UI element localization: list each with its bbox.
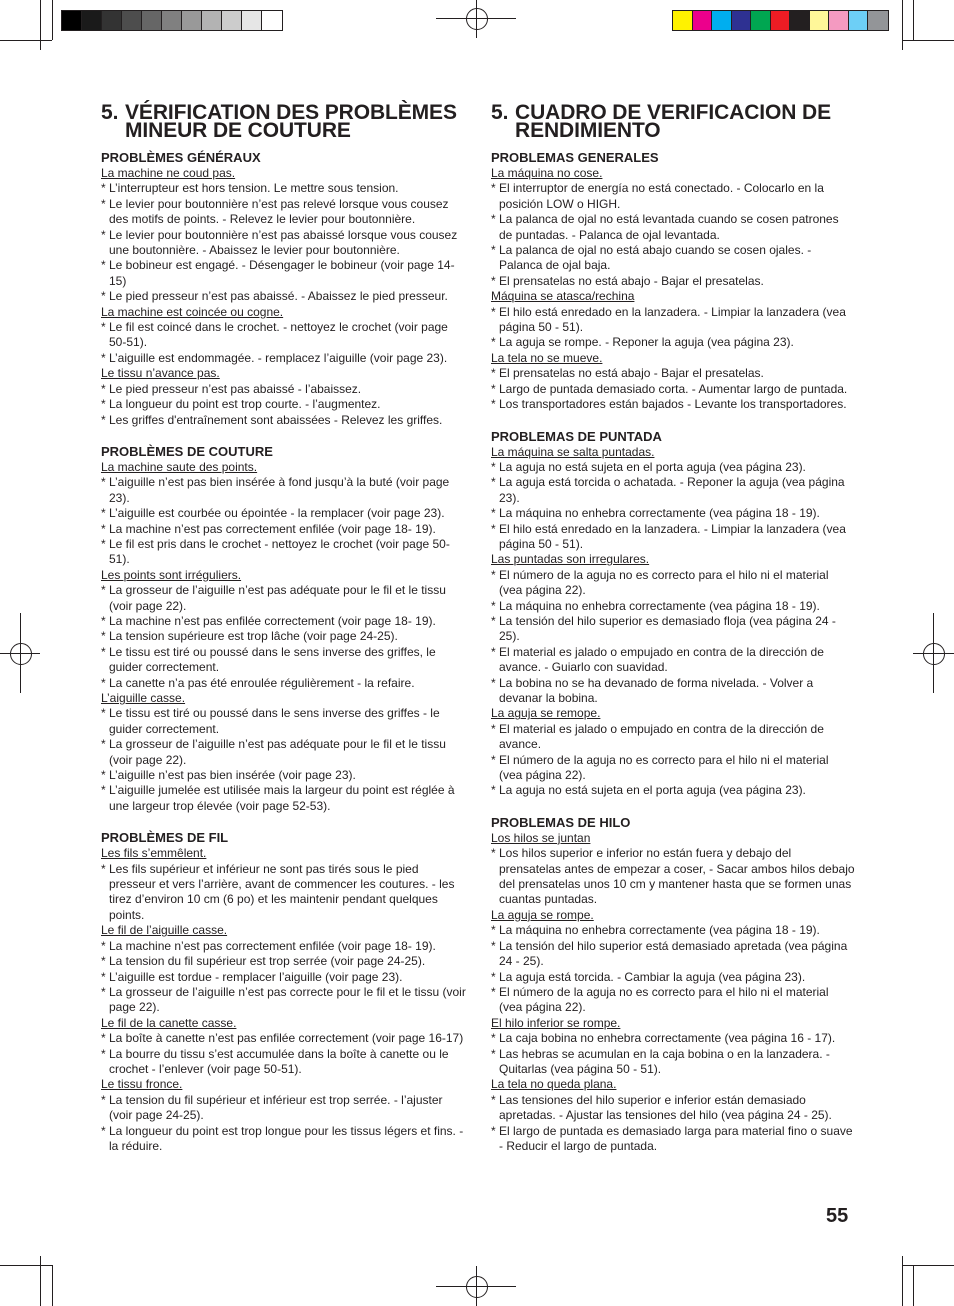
crop-mark xyxy=(40,1256,41,1306)
solution-item: * La aguja está torcida. - Cambiar la aguja (vea página 23). xyxy=(491,969,806,984)
section-heading: PROBLEMAS DE PUNTADA xyxy=(491,428,662,444)
problem-symptom: La máquina no cose. xyxy=(491,166,603,180)
color-swatch xyxy=(810,11,830,30)
title-line-2: MINEUR DE COUTURE xyxy=(125,119,351,142)
solution-item: * L’aiguille est tordue - remplacer l’aiguille (voir page 23). xyxy=(101,969,403,984)
solution-item: * Largo de puntada demasiado corta. - Aumentar largo de puntada. xyxy=(491,381,848,396)
solution-item: * La máquina no enhebra correctamente (vea página 18 - 19). xyxy=(491,923,820,938)
registration-mark-icon xyxy=(10,643,32,665)
registration-line xyxy=(0,653,40,654)
solution-item: * Las tensiones del hilo superior e inferior están demasiado apretadas. - Ajustar las tensiones del hilo (vea página 24 - 25). xyxy=(491,1092,832,1123)
solution-item: * Le tissu est tiré ou poussé dans le sens inverse des griffes - le guider correctement. xyxy=(101,706,440,736)
solution-item: * Le levier pour boutonnière n’est pas relevé lorsque vous cousez des motifs de points. - Relevez le levier pour boutonnière. xyxy=(101,196,449,227)
solution-item: * El hilo está enredado en la lanzadera. - Limpiar la lanzadera (vea página 50 - 51). xyxy=(491,521,846,551)
crop-mark xyxy=(52,1265,53,1306)
crop-mark xyxy=(913,0,914,40)
title-line-2: RENDIMIENTO xyxy=(515,119,661,142)
title-number: 5. xyxy=(491,101,509,124)
page-number: 55 xyxy=(826,1205,849,1227)
title-line-1: CUADRO DE VERIFICACION DE xyxy=(515,101,832,124)
crop-mark xyxy=(913,1265,914,1306)
spanish-title xyxy=(491,101,855,142)
color-swatch xyxy=(142,11,162,30)
solution-item: * La grosseur de l’aiguille n’est pas correcte pour le fil et le tissu (voir page 22). xyxy=(101,984,466,1015)
solution-item: * La canette n’a pas été enroulée régulièrement - la refaire. xyxy=(101,675,415,690)
color-swatch xyxy=(829,11,849,30)
solution-item: * La aguja se rompe. - Reponer la aguja (vea página 23). xyxy=(491,335,794,350)
color-swatch xyxy=(82,11,102,30)
crop-mark xyxy=(52,0,53,40)
solution-item: * Los hilos superior e inferior no están fuera y debajo del prensatelas antes de empezar a coser, - Sacar ambos hilos debajo del prensatelas unos 10 cm y mantener hasta que se formen unas cuantas puntadas. xyxy=(491,846,855,907)
problem-symptom: Los hilos se juntan xyxy=(491,830,591,845)
registration-line xyxy=(436,18,516,19)
color-swatch xyxy=(751,11,771,30)
solution-item: * El largo de puntada es demasiado larga para material fino o suave - Reducir el largo de puntada. xyxy=(491,1123,853,1153)
solution-item: * La aguja no está sujeta en el porta aguja (vea página 23). xyxy=(491,783,806,798)
section-heading: PROBLÈMES GÉNÉRAUX xyxy=(101,150,261,165)
section-heading: PROBLÈMES DE FIL xyxy=(101,830,229,846)
solution-item: * La caja bobina no enhebra correctamente (vea página 16 - 17). xyxy=(491,1031,836,1046)
solution-item: * La aguja está torcida o achatada. - Reponer la aguja (vea página 23). xyxy=(491,475,845,505)
problem-symptom: Le tissu n’avance pas. xyxy=(101,366,220,381)
solution-item: * Le pied presseur n’est pas abaissé. - Abaissez le pied presseur. xyxy=(101,289,448,304)
solution-item: * La tensión del hilo superior es demasiado floja (vea página 24 - 25). xyxy=(491,613,836,644)
solution-item: * La grosseur de l’aiguille n’est pas adéquate pour le fil et le tissu (voir page 22). xyxy=(101,737,446,767)
problem-section xyxy=(101,444,467,814)
section-heading: PROBLEMAS GENERALES xyxy=(491,150,659,165)
registration-line xyxy=(476,0,477,38)
color-swatch xyxy=(732,11,752,30)
title-number: 5. xyxy=(101,101,119,124)
solution-item: * La tension du fil supérieur est trop serrée (voir page 24-25). xyxy=(101,954,426,969)
solution-item: * L’aiguille est endommagée. - remplacez l’aiguille (voir page 23). xyxy=(101,350,448,365)
problem-symptom: El hilo inferior se rompe. xyxy=(491,1015,621,1030)
problem-symptom: La machine saute des points. xyxy=(101,459,258,474)
color-swatch xyxy=(771,11,791,30)
solution-item: * La longueur du point est trop courte. - l’augmentez. xyxy=(101,397,381,412)
spanish-column xyxy=(491,101,855,1160)
registration-mark-icon xyxy=(466,1276,488,1298)
problem-symptom: La machine ne coud pas. xyxy=(101,166,236,180)
problem-symptom: Le fil de la canette casse. xyxy=(101,1015,237,1030)
problem-symptom: La aguja se remope. xyxy=(491,706,601,721)
solution-item: * La máquina no enhebra correctamente (vea página 18 - 19). xyxy=(491,598,820,613)
solution-item: * La boîte à canette n’est pas enfilée correctement (voir page 16-17) xyxy=(101,1031,464,1046)
solution-item: * La aguja no está sujeta en el porta aguja (vea página 23). xyxy=(491,459,806,474)
solution-item: * La grosseur de l’aiguille n’est pas adéquate pour le fil et le tissu (voir page 22). xyxy=(101,583,446,613)
color-swatch xyxy=(122,11,142,30)
solution-item: * L’aiguille est courbée ou épointée - la remplacer (voir page 23). xyxy=(101,506,445,521)
problem-section xyxy=(491,150,855,413)
solution-item: * La máquina no enhebra correctamente (vea página 18 - 19). xyxy=(491,506,820,521)
french-title xyxy=(101,101,467,142)
color-swatch xyxy=(102,11,122,30)
solution-item: * L’aiguille n’est pas bien insérée (voir page 23). xyxy=(101,768,356,783)
registration-line xyxy=(913,653,954,654)
solution-item: * Les fils supérieur et inférieur ne sont pas tirés sous le pied presseur et vers l’arrière, avant de commencer les coutures. - les tirez d’environ 10 cm (6 po) et les maintenir pendant quelques points. xyxy=(101,861,455,922)
registration-mark-icon xyxy=(466,8,488,30)
solution-item: * El número de la aguja no es correcto para el hilo ni el material (vea página 22). xyxy=(491,567,829,598)
problem-symptom: Le tissu fronce. xyxy=(101,1077,183,1092)
solution-item: * L’interrupteur est hors tension. Le mettre sous tension. xyxy=(101,181,399,196)
section-heading: PROBLÈMES DE COUTURE xyxy=(101,443,273,459)
solution-item: * Les griffes d'entraînement sont abaissées - Relevez les griffes. xyxy=(101,412,443,427)
problem-symptom: Les points sont irréguliers. xyxy=(101,567,242,582)
solution-item: * El material es jalado o empujado en contra de la dirección de avance. xyxy=(491,721,824,752)
solution-item: * L’aiguille n’est pas bien insérée à fond jusqu’à la buté (voir page 23). xyxy=(101,475,450,505)
solution-item: * Las hebras se acumulan en la caja bobina o en la lanzadera. - Quitarlas (vea página 50 - 51). xyxy=(491,1046,830,1076)
color-swatch xyxy=(712,11,732,30)
solution-item: * Le fil est pris dans le crochet - nettoyez le crochet (voir page 50-51). xyxy=(101,536,450,567)
solution-item: * El prensatelas no está abajo - Bajar el presatelas. xyxy=(491,366,764,381)
crop-mark xyxy=(902,0,903,50)
solution-item: * El material es jalado o empujado en contra de la dirección de avance. - Guiarlo con suavidad. xyxy=(491,644,824,675)
solution-item: * El número de la aguja no es correcto para el hilo ni el material (vea página 22). xyxy=(491,752,829,783)
problem-symptom: Les fils s’emmêlent. xyxy=(101,846,207,861)
solution-item: * La palanca de ojal no está levantada cuando se cosen patrones de puntadas. - Palanca de ojal levantada. xyxy=(491,212,839,242)
problem-section xyxy=(491,429,855,799)
problem-symptom: La aguja se rompe. xyxy=(491,907,594,922)
problem-section xyxy=(491,815,855,1155)
color-swatch xyxy=(673,11,693,30)
solution-item: * Le bobineur est engagé. - Désengager le bobineur (voir page 14-15) xyxy=(101,258,455,288)
color-swatch xyxy=(790,11,810,30)
problem-section xyxy=(101,830,467,1154)
solution-item: * El hilo está enredado en la lanzadera. - Limpiar la lanzadera (vea página 50 - 51). xyxy=(491,304,846,335)
solution-item: * La machine n’est pas correctement enfilée (voir page 18- 19). xyxy=(101,938,436,953)
solution-item: * El prensatelas no está abajo - Bajar el presatelas. xyxy=(491,273,764,288)
problem-symptom: La tela no se mueve. xyxy=(491,350,603,365)
section-heading: PROBLEMAS DE HILO xyxy=(491,814,631,830)
color-swatch xyxy=(868,11,888,30)
color-swatch xyxy=(62,11,82,30)
french-sections xyxy=(101,150,467,1154)
crop-mark xyxy=(0,40,52,41)
problem-symptom: La tela no queda plana. xyxy=(491,1077,617,1092)
solution-item: * La longueur du point est trop longue pour les tissus légers et fins. - la réduire. xyxy=(101,1123,464,1153)
problem-symptom: La máquina se salta puntadas. xyxy=(491,444,655,459)
solution-item: * El número de la aguja no es correcto para el hilo ni el material (vea página 22). xyxy=(491,984,829,1015)
registration-line xyxy=(436,1286,516,1287)
solution-item: * El interruptor de energía no está conectado. - Colocarlo en la posición LOW o HIGH. xyxy=(491,181,824,211)
registration-mark-icon xyxy=(923,643,945,665)
problem-symptom: La machine est coincée ou cogne. xyxy=(101,304,284,319)
solution-item: * La machine n’est pas enfilée correctement (voir page 18- 19). xyxy=(101,613,436,628)
problem-section xyxy=(101,150,467,428)
solution-item: * Le tissu est tiré ou poussé dans le sens inverse des griffes, le guider correctement. xyxy=(101,644,436,675)
color-swatch xyxy=(202,11,222,30)
problem-symptom: Le fil de l’aiguille casse. xyxy=(101,923,228,938)
title-line-1: VÉRIFICATION DES PROBLÈMES xyxy=(125,101,457,124)
problem-symptom: L’aiguille casse. xyxy=(101,691,186,705)
crop-mark xyxy=(902,1265,954,1266)
color-swatch xyxy=(242,11,262,30)
color-swatch xyxy=(693,11,713,30)
french-column xyxy=(101,101,467,1160)
crop-mark xyxy=(0,1265,52,1266)
solution-item: * La tensión del hilo superior está demasiado apretada (vea página 24 - 25). xyxy=(491,938,848,969)
color-swatch xyxy=(222,11,242,30)
solution-item: * La tension supérieure est trop lâche (voir page 24-25). xyxy=(101,629,398,644)
solution-item: * Le levier pour boutonnière n’est pas abaissé lorsque vous cousez une boutonnière. - Abaissez le levier pour boutonnière. xyxy=(101,227,458,258)
solution-item: * Los transportadores están bajados - Levante los transportadores. xyxy=(491,397,847,412)
problem-symptom: Máquina se atasca/rechina xyxy=(491,289,635,304)
color-swatch xyxy=(849,11,869,30)
solution-item: * La bourre du tissu s’est accumulée dans la boîte à canette ou le crochet - l’enlever (voir page 50-51). xyxy=(101,1046,449,1076)
color-swatch xyxy=(182,11,202,30)
solution-item: * Le pied presseur n’est pas abaissé - l’abaissez. xyxy=(101,381,362,396)
solution-item: * L’aiguille jumelée est utilisée mais la largeur du point est réglée à une largeur trop élevée (voir page 52-53). xyxy=(101,783,455,813)
spanish-sections xyxy=(491,150,855,1154)
crop-mark xyxy=(40,0,41,50)
crop-mark xyxy=(902,1256,903,1306)
solution-item: * La bobina no se ha devanado de forma nivelada. - Volver a devanar la bobina. xyxy=(491,675,814,705)
color-swatch xyxy=(162,11,182,30)
problem-symptom: Las puntadas son irregulares. xyxy=(491,552,650,567)
grayscale-color-bar xyxy=(61,10,283,31)
solution-item: * La palanca de ojal no está abajo cuando se cosen ojales. - Palanca de ojal baja. xyxy=(491,243,812,273)
solution-item: * La machine n’est pas correctement enfilée (voir page 18- 19). xyxy=(101,521,436,536)
crop-mark xyxy=(902,40,954,41)
process-color-bar xyxy=(672,10,889,31)
solution-item: * La tension du fil supérieur et inférieur est trop serrée. - l’ajuster (voir page 24-25). xyxy=(101,1092,443,1123)
solution-item: * Le fil est coincé dans le crochet. - nettoyez le crochet (voir page 50-51). xyxy=(101,320,448,350)
color-swatch xyxy=(262,11,282,30)
